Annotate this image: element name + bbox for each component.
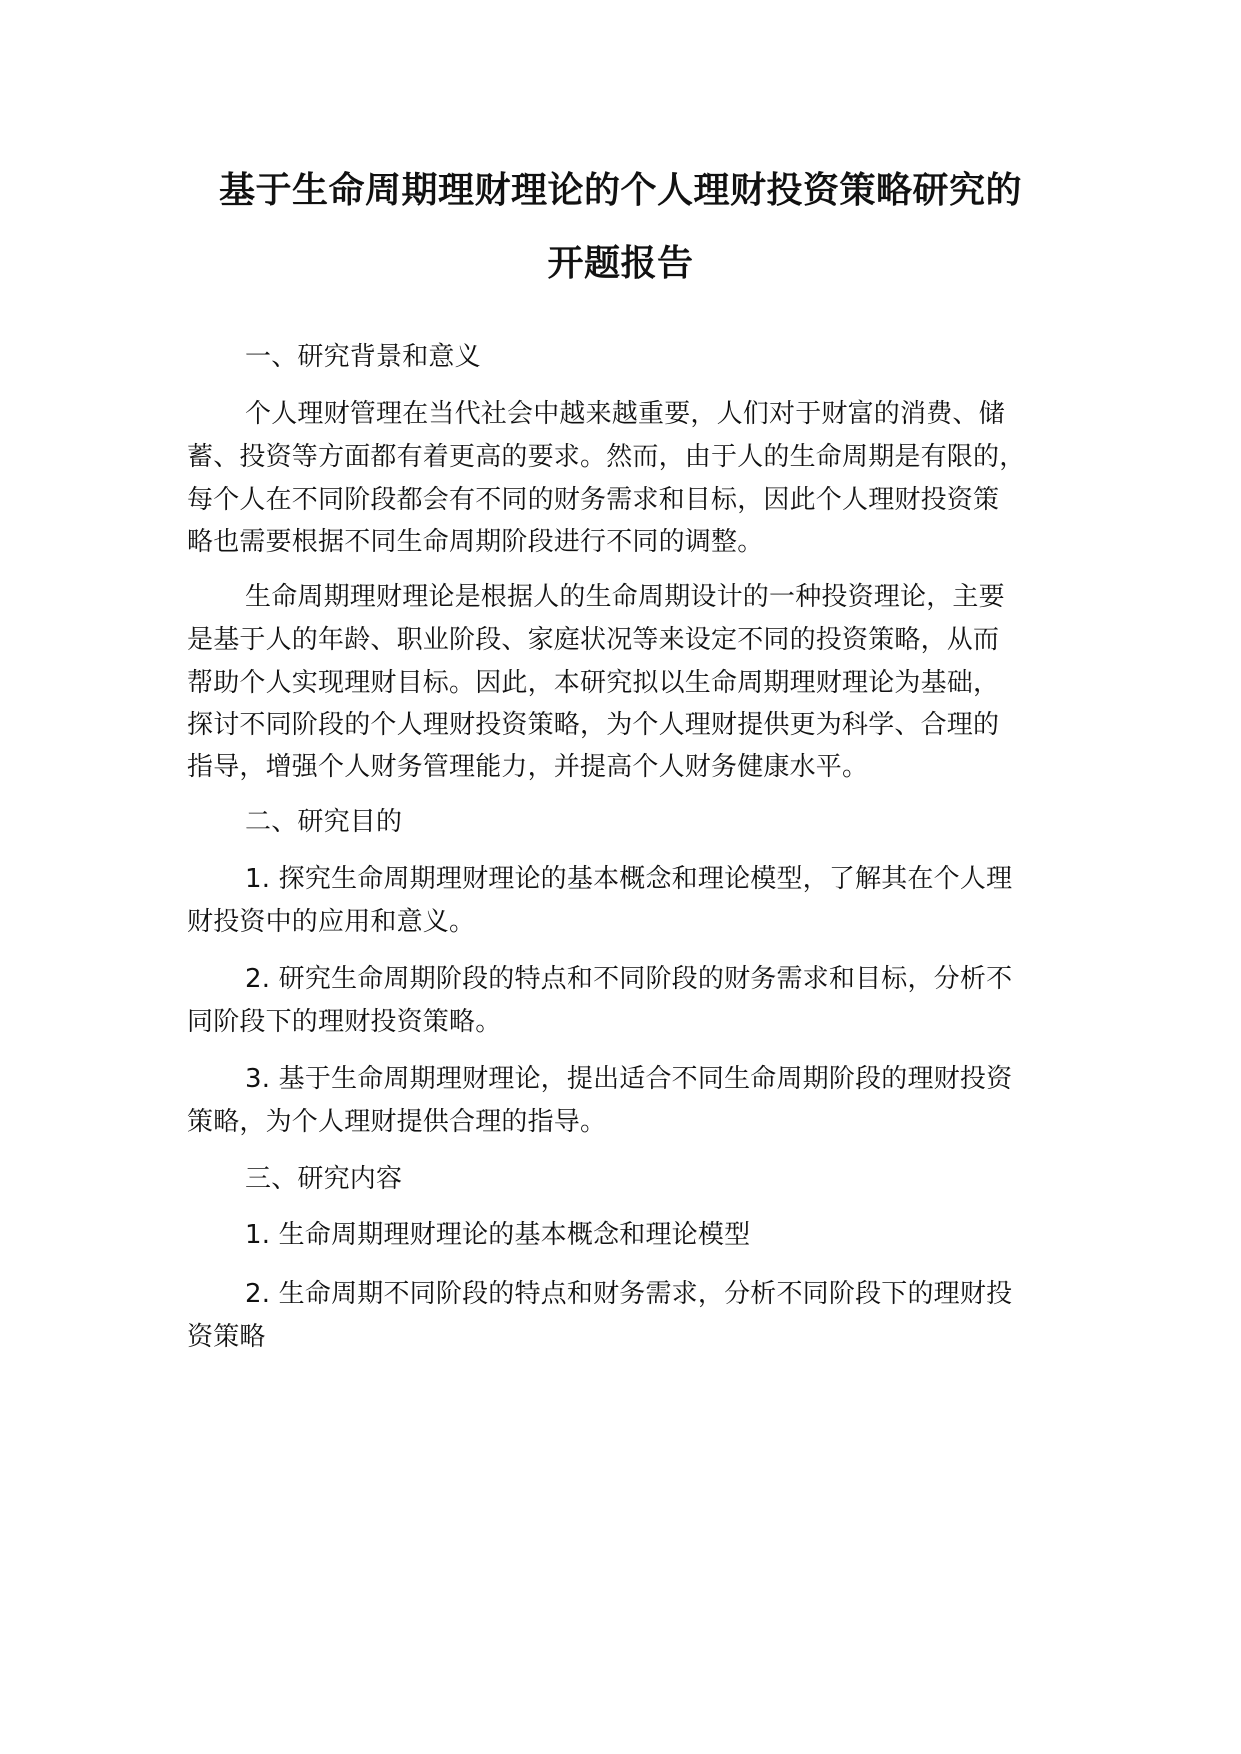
paragraph-line: 探讨不同阶段的个人理财投资策略，为个人理财提供更为科学、合理的 bbox=[187, 710, 1000, 740]
paragraph-line: 蓄、投资等方面都有着更高的要求。然而，由于人的生命周期是有限的， bbox=[187, 442, 1026, 472]
paragraph-line: 指导，增强个人财务管理能力，并提高个人财务健康水平。 bbox=[187, 752, 869, 782]
list-item-line: 1. 探究生命周期理财理论的基本概念和理论模型，了解其在个人理 bbox=[245, 864, 1013, 894]
section-heading-background: 一、研究背景和意义 bbox=[245, 342, 481, 372]
paragraph-line: 略也需要根据不同生命周期阶段进行不同的调整。 bbox=[187, 527, 764, 557]
list-item-line: 策略，为个人理财提供合理的指导。 bbox=[187, 1107, 607, 1137]
paragraph-line: 每个人在不同阶段都会有不同的财务需求和目标，因此个人理财投资策 bbox=[187, 485, 1000, 515]
list-item-line: 同阶段下的理财投资策略。 bbox=[187, 1007, 502, 1037]
paragraph-line: 是基于人的年龄、职业阶段、家庭状况等来设定不同的投资策略，从而 bbox=[187, 625, 1000, 655]
list-item-line: 3. 基于生命周期理财理论，提出适合不同生命周期阶段的理财投资 bbox=[245, 1064, 1013, 1094]
list-item-line: 财投资中的应用和意义。 bbox=[187, 907, 476, 937]
paragraph-line: 个人理财管理在当代社会中越来越重要，人们对于财富的消费、储 bbox=[245, 399, 1005, 429]
list-item-line: 2. 研究生命周期阶段的特点和不同阶段的财务需求和目标，分析不 bbox=[245, 964, 1013, 994]
list-item-line: 资策略 bbox=[187, 1322, 266, 1352]
document-title-line-1: 基于生命周期理财理论的个人理财投资策略研究的 bbox=[218, 170, 1022, 211]
list-item-line: 2. 生命周期不同阶段的特点和财务需求，分析不同阶段下的理财投 bbox=[245, 1279, 1013, 1309]
document-title-line-2: 开题报告 bbox=[547, 243, 694, 284]
paragraph-line: 帮助个人实现理财目标。因此，本研究拟以生命周期理财理论为基础， bbox=[187, 668, 1000, 698]
section-heading-content: 三、研究内容 bbox=[245, 1164, 403, 1194]
section-heading-purpose: 二、研究目的 bbox=[245, 807, 403, 837]
paragraph-line: 生命周期理财理论是根据人的生命周期设计的一种投资理论，主要 bbox=[245, 582, 1005, 612]
list-item-line: 1. 生命周期理财理论的基本概念和理论模型 bbox=[245, 1220, 751, 1250]
